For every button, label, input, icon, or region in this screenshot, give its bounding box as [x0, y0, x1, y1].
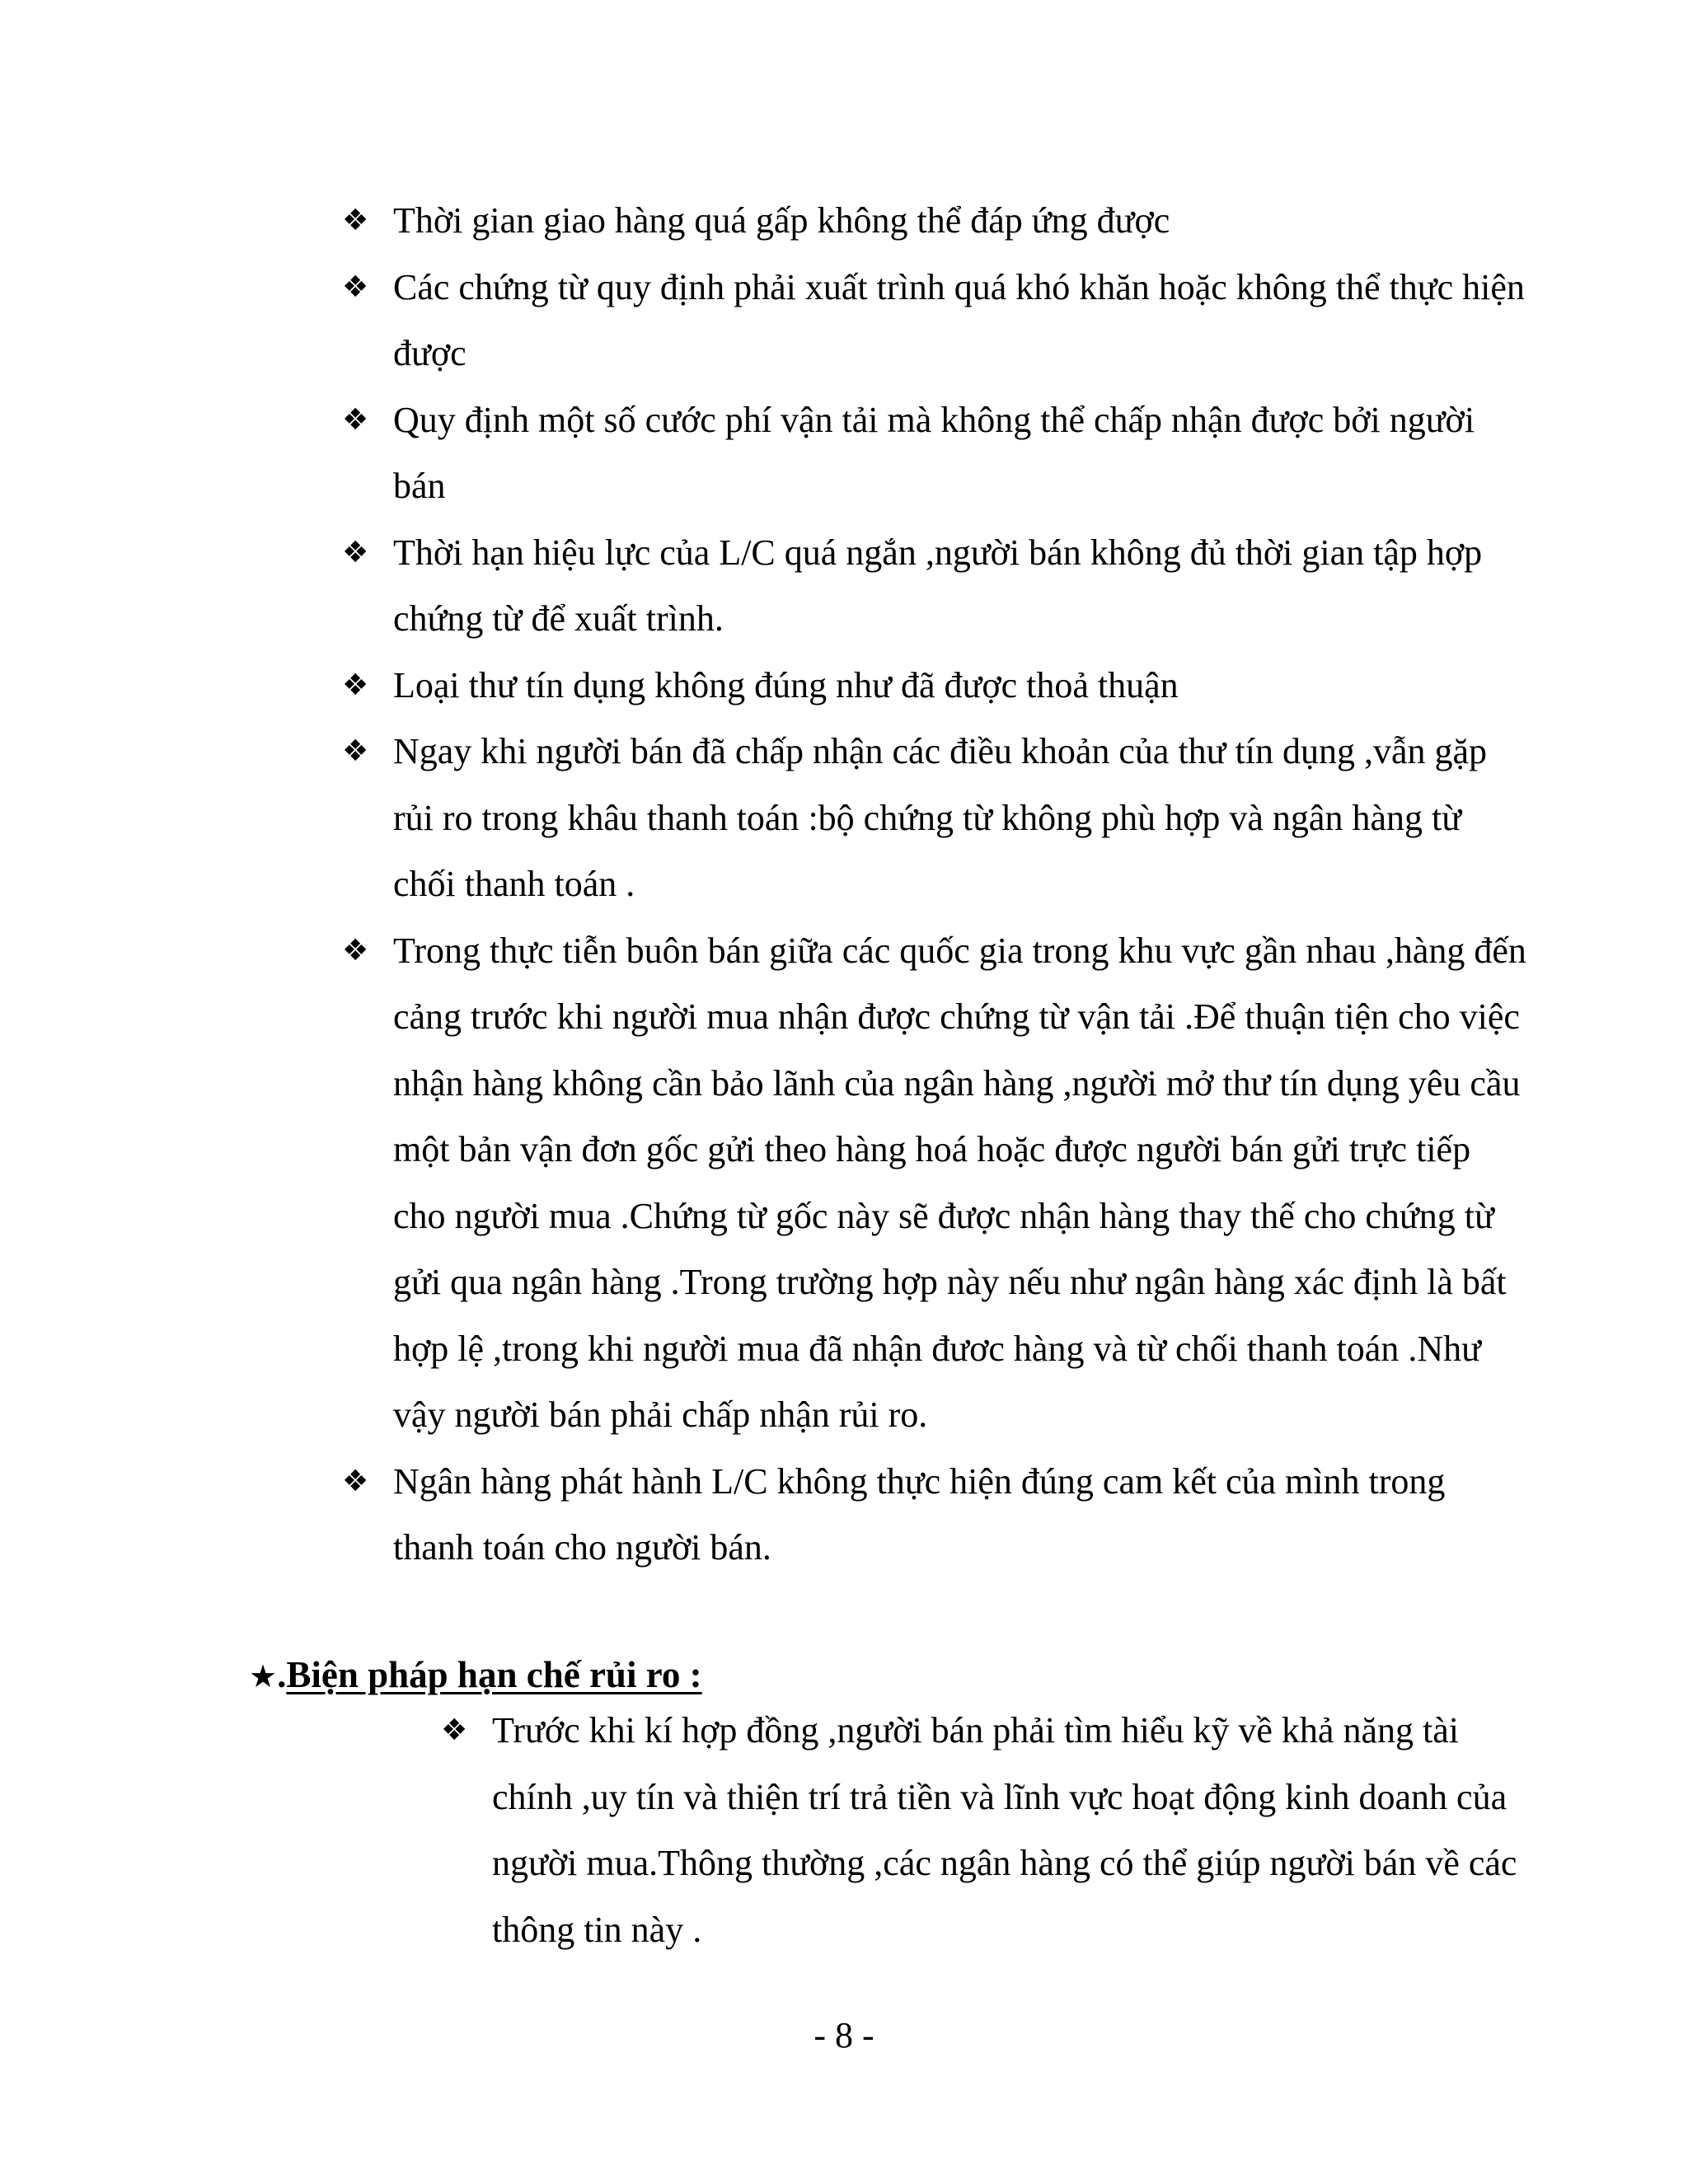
- bullet-item: [342, 719, 1529, 918]
- measure-bullet-list: [441, 1698, 1529, 1963]
- bullet-item: [342, 653, 1529, 719]
- bullet-text: Trong thực tiễn buôn bán giữa các quốc gia trong khu vực gần nhau ,hàng đến cảng trước khi người mua nhận được chứng từ vận tải .Để thuận tiện cho việc nhận hàng không cần bảo lãnh của ngân hàng ,người mở thư tín dụng yêu cầu một bản vận đơn gốc gửi theo hàng hoá hoặc được người bán gửi trực tiếp cho người mua .Chứng từ gốc này sẽ được nhận hàng thay thế cho chứng từ gửi qua ngân hàng .Trong trường hợp này nếu như ngân hàng xác định là bất hợp lệ ,trong khi người mua đã nhận đươc hàng và từ chối thanh toán .Như vậy người bán phải chấp nhận rủi ro.: [393, 930, 1526, 1435]
- bullet-item: [342, 1449, 1529, 1582]
- diamond-bullet-icon: ❖: [441, 1713, 468, 1747]
- diamond-bullet-icon: ❖: [342, 204, 369, 237]
- risk-bullet-list: [342, 188, 1529, 1582]
- bullet-item: [342, 520, 1529, 653]
- diamond-bullet-icon: ❖: [342, 269, 369, 304]
- heading-dot: .: [277, 1654, 287, 1695]
- bullet-text: Ngay khi người bán đã chấp nhận các điều khoản của thư tín dụng ,vẫn gặp rủi ro trong khâu thanh toán :bộ chứng từ không phù hợp và ngân hàng từ chối thanh toán .: [393, 731, 1488, 904]
- diamond-bullet-icon: ❖: [342, 668, 369, 702]
- diamond-bullet-icon: ❖: [342, 535, 369, 569]
- bullet-text: Thời hạn hiệu lực của L/C quá ngắn ,người bán không đủ thời gian tập hợp chứng từ để xuất trình.: [393, 532, 1483, 639]
- bullet-item: [342, 387, 1529, 520]
- heading-title: Biện pháp hạn chế rủi ro :: [286, 1654, 702, 1695]
- bullet-text: Loại thư tín dụng không đúng như đã được thoả thuận: [393, 664, 1179, 705]
- diamond-bullet-icon: ❖: [342, 402, 369, 437]
- diamond-bullet-icon: ❖: [342, 1464, 369, 1498]
- bullet-text: Thời gian giao hàng quá gấp không thể đáp ứng được: [393, 200, 1170, 241]
- diamond-bullet-icon: ❖: [342, 933, 369, 968]
- bullet-item: [441, 1698, 1529, 1963]
- diamond-bullet-icon: ❖: [342, 734, 369, 768]
- bullet-item: [342, 918, 1529, 1449]
- bullet-text: Các chứng từ quy định phải xuất trình quá khó khăn hoặc không thể thực hiện được: [393, 266, 1525, 373]
- bullet-item: [342, 255, 1529, 387]
- bullet-text: Ngân hàng phát hành L/C không thực hiện đúng cam kết của mình trong thanh toán cho người bán.: [393, 1460, 1446, 1568]
- star-icon: ★: [249, 1658, 278, 1694]
- bullet-text: Trước khi kí hợp đồng ,người bán phải tìm hiểu kỹ về khả năng tài chính ,uy tín và thiện trí trả tiền và lĩnh vực hoạt động kinh doanh của người mua.Thông thường ,các ngân hàng có thể giúp người bán về các thông tin này .: [492, 1710, 1517, 1950]
- page-number: - 8 -: [814, 2015, 874, 2055]
- bullet-item: [342, 188, 1529, 255]
- bullet-text: Quy định một số cước phí vận tải mà không thể chấp nhận được bởi người bán: [393, 399, 1475, 506]
